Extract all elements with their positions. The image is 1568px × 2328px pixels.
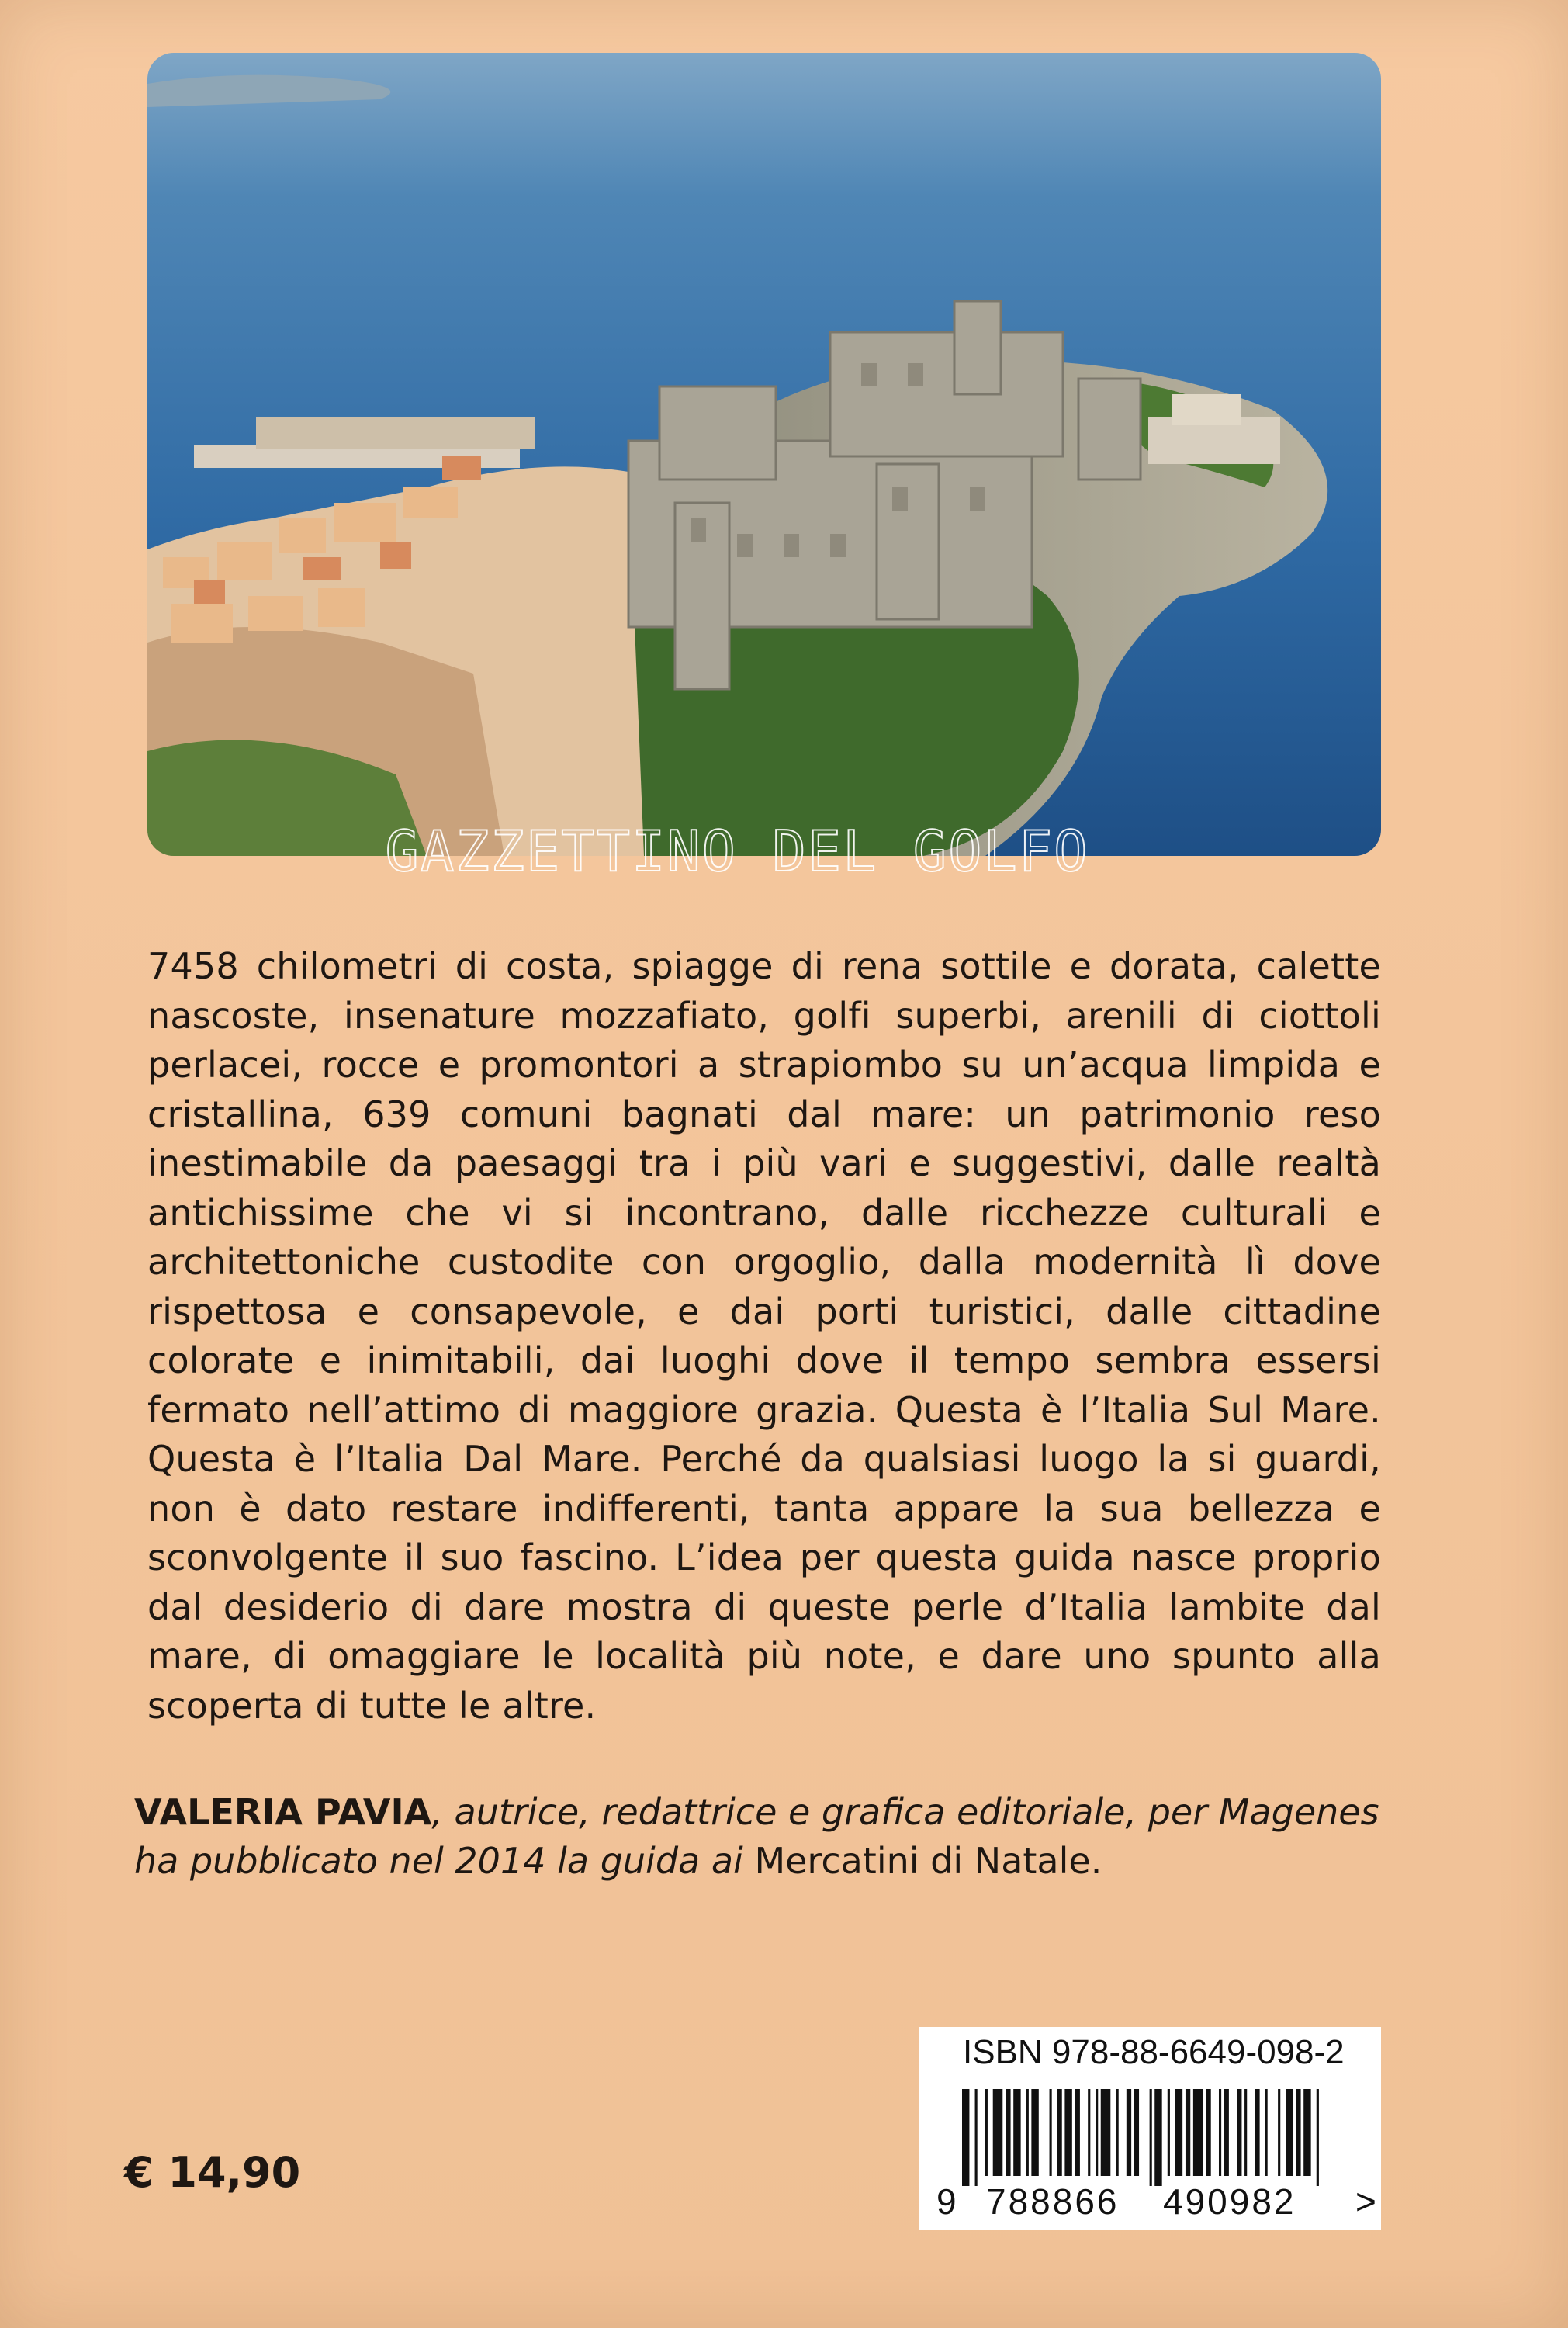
isbn-barcode-block <box>919 2027 1381 2230</box>
barcode-icon <box>962 2089 1327 2186</box>
barcode-bar <box>1150 2089 1152 2186</box>
barcode-bar <box>1075 2089 1080 2176</box>
barcode-bar <box>1134 2089 1139 2176</box>
barcode-bar <box>975 2089 978 2186</box>
barcode-bar <box>962 2089 969 2186</box>
barcode-quiet-zone-mark: > <box>1355 2181 1379 2222</box>
barcode-digit-lead: 9 <box>936 2181 959 2222</box>
barcode-bar <box>1255 2089 1259 2176</box>
isbn-label: ISBN 978-88-6649-098-2 <box>963 2033 1345 2071</box>
barcode-bar <box>1219 2089 1221 2176</box>
barcode-bar <box>1031 2089 1038 2176</box>
barcode-bar <box>1154 2089 1161 2186</box>
barcode-bar <box>1013 2089 1020 2176</box>
barcode-bar <box>993 2089 1003 2176</box>
barcode-bar <box>1057 2089 1061 2176</box>
barcode-digit-group1: 788866 <box>986 2181 1120 2222</box>
barcode-bar <box>1026 2089 1029 2176</box>
barcode-bar <box>1116 2089 1119 2176</box>
author-note <box>134 1788 1407 1886</box>
barcode-bar <box>1193 2089 1203 2176</box>
barcode-bar <box>1237 2089 1241 2176</box>
barcode-bar <box>1088 2089 1090 2176</box>
barcode-bar <box>1244 2089 1247 2176</box>
barcode-bar <box>1064 2089 1071 2176</box>
barcode-bar <box>1278 2089 1280 2176</box>
barcode-bar <box>1206 2089 1210 2176</box>
description-text: 7458 chilometri di costa, spiagge di rena sottile e dorata, calette nascoste, insenature mozzafiato, golfi superbi, arenili di ciottoli perlacei, rocce e promontori a strapiombo su un’acqua limpida e cristallina, 639 comuni bagnati dal mare: un patrimonio reso inestimabile da paesaggi tra i più vari e suggestivi, dalle realtà antichissime che vi si incontrano, dalle ricchezze culturali e architettoniche custodite con orgoglio, dalla modernità lì dove rispettosa e consapevole, e dai porti turistici, dalle cittadine colorate e inimitabili, dai luoghi dove il tempo sembra essersi fermato nell’attimo di maggiore grazia. Questa è l’Italia Sul Mare. Questa è l’Italia Dal Mare. Perché da qualsiasi luogo la si guardi, non è dato restare indifferenti, tanta appare la sua bellezza e sconvolgente il suo fascino. L’idea per questa guida nasce proprio dal desiderio di dare mostra di queste perle d’Italia lambite dal mare, di omaggiare le località più note, e dare uno spunto alla scoperta di tutte le altre. <box>147 945 1381 1727</box>
author-name: VALERIA PAVIA <box>134 1791 432 1833</box>
barcode-digit-group2: 490982 <box>1163 2181 1296 2222</box>
author-bio-part1: , autrice, redattrice e grafica editoriale, per Magenes ha pubblicato nel 2014 la guida ai <box>134 1791 1379 1882</box>
barcode-bar <box>1224 2089 1229 2176</box>
barcode-bar <box>1168 2089 1170 2176</box>
author-bio-part2: Mercatini di Natale <box>754 1840 1091 1882</box>
barcode-bar <box>1265 2089 1268 2176</box>
barcode-bar <box>1175 2089 1182 2176</box>
price-label: € 14,90 <box>124 2148 301 2197</box>
watermark-text: GAZZETTINO DEL GOLFO <box>385 819 1089 884</box>
barcode-bar <box>1127 2089 1131 2176</box>
barcode-bar <box>1006 2089 1010 2176</box>
barcode-bar <box>985 2089 988 2176</box>
author-bio-part3: . <box>1090 1840 1102 1882</box>
barcode-bar <box>1050 2089 1052 2176</box>
coastal-castle-photo <box>147 53 1381 856</box>
barcode-digits <box>936 2181 1379 2227</box>
barcode-bar <box>1101 2089 1111 2176</box>
barcode-bar <box>1303 2089 1310 2176</box>
barcode-bar <box>1096 2089 1098 2176</box>
barcode-bar <box>1286 2089 1293 2176</box>
barcode-bar <box>1317 2089 1319 2186</box>
barcode-bar <box>1186 2089 1190 2176</box>
barcode-bar <box>1296 2089 1300 2176</box>
